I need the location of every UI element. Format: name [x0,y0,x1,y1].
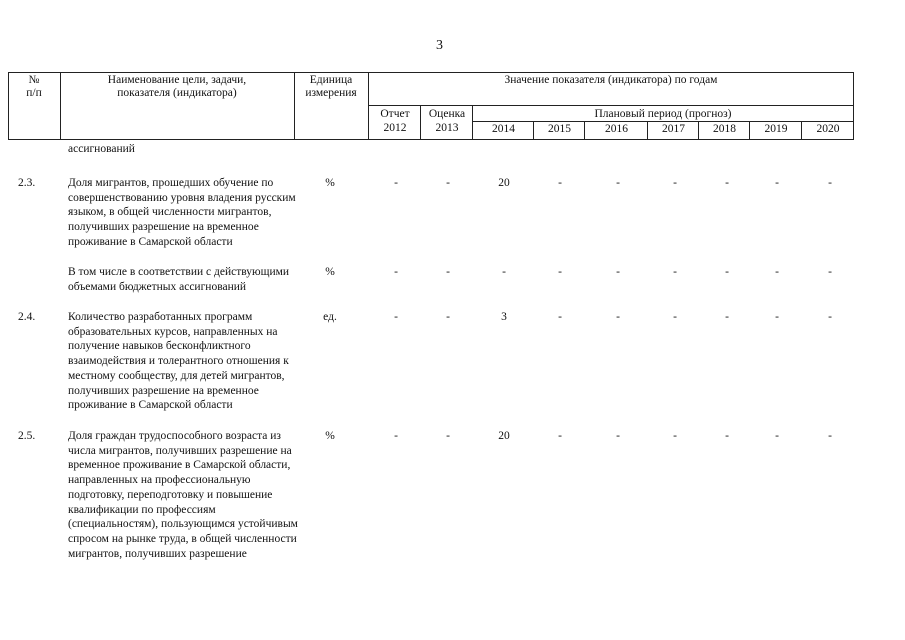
year-2020: 2020 [816,123,840,135]
year-2015: 2015 [548,123,571,135]
row-unit: ед. [323,311,337,323]
row-number: 2.5. [18,430,36,442]
row-number: 2.4. [18,311,36,323]
row-value: - [558,177,562,189]
row-name: Доля граждан трудоспособного возраста из числа мигрантов, получивших разрешение на временное проживание в Самарской области, направленных на профессиональную подготовку, переподготовку и повышение квалификации по профессиям (специальностям), пользующимся устойчивым спросом на рынке труда, в общей численности мигрантов, получивших разрешение [68,430,298,560]
row-unit: % [325,177,335,189]
year-2014: 2014 [492,123,515,135]
row-value: - [673,311,677,323]
row-name: В том числе в соответствии с действующими объемами бюджетных ассигнований [68,266,290,293]
page-number: 3 [436,38,443,53]
year-2013: 2013 [435,122,459,134]
row-value: - [446,177,450,189]
row-value: - [673,430,677,442]
row-value: 20 [498,430,510,442]
header-num: № п/п [26,74,42,99]
row-value: - [616,430,620,442]
header-values: Значение показателя (индикатора) по годам [504,74,718,86]
row-value: - [673,177,677,189]
row-value: - [446,430,450,442]
row-value: 3 [501,311,507,323]
row-value: - [828,311,832,323]
row-name: ассигнований [68,143,135,155]
row-value: - [725,311,729,323]
row-value: - [616,311,620,323]
row-unit: % [325,430,335,442]
row-number: 2.3. [18,177,36,189]
row-value: - [828,177,832,189]
header-estimate: Оценка [428,108,466,120]
header-unit: Единица измерения [305,74,357,99]
row-value: - [446,266,450,278]
row-value: - [558,266,562,278]
row-value: - [775,430,779,442]
row-value: - [775,266,779,278]
row-value: - [725,177,729,189]
row-value: - [616,266,620,278]
header-plan: Плановый период (прогноз) [594,108,732,120]
row-value: - [616,177,620,189]
row-value: - [725,266,729,278]
row-value: - [446,311,450,323]
row-value: - [394,430,398,442]
row-value: - [828,266,832,278]
row-value: - [502,266,506,278]
row-unit: % [325,266,335,278]
row-value: - [394,311,398,323]
year-2012: 2012 [383,122,407,134]
row-value: - [558,311,562,323]
row-value: - [394,266,398,278]
header-report: Отчет [380,108,410,120]
year-2017: 2017 [662,123,685,135]
header-name: Наименование цели, задачи, показателя (индикатора) [107,74,247,99]
year-2018: 2018 [713,123,736,135]
row-value: 20 [498,177,510,189]
row-value: - [394,177,398,189]
row-name: Количество разработанных программ образовательных курсов, направленных на получение навыков бесконфликтного взаимодействия и толерантного отношения к местному сообществу, для детей мигрантов, получивших разрешение на временное проживание в Самарской области [68,311,289,412]
year-2016: 2016 [605,123,628,135]
row-value: - [725,430,729,442]
row-value: - [828,430,832,442]
row-name: Доля мигрантов, прошедших обучение по совершенствованию уровня владения русским языком, в общей численности мигрантов, получивших разрешение на временное проживание в Самарской области [68,177,296,248]
year-2019: 2019 [764,123,788,135]
row-value: - [775,311,779,323]
row-value: - [673,266,677,278]
row-value: - [558,430,562,442]
row-value: - [775,177,779,189]
